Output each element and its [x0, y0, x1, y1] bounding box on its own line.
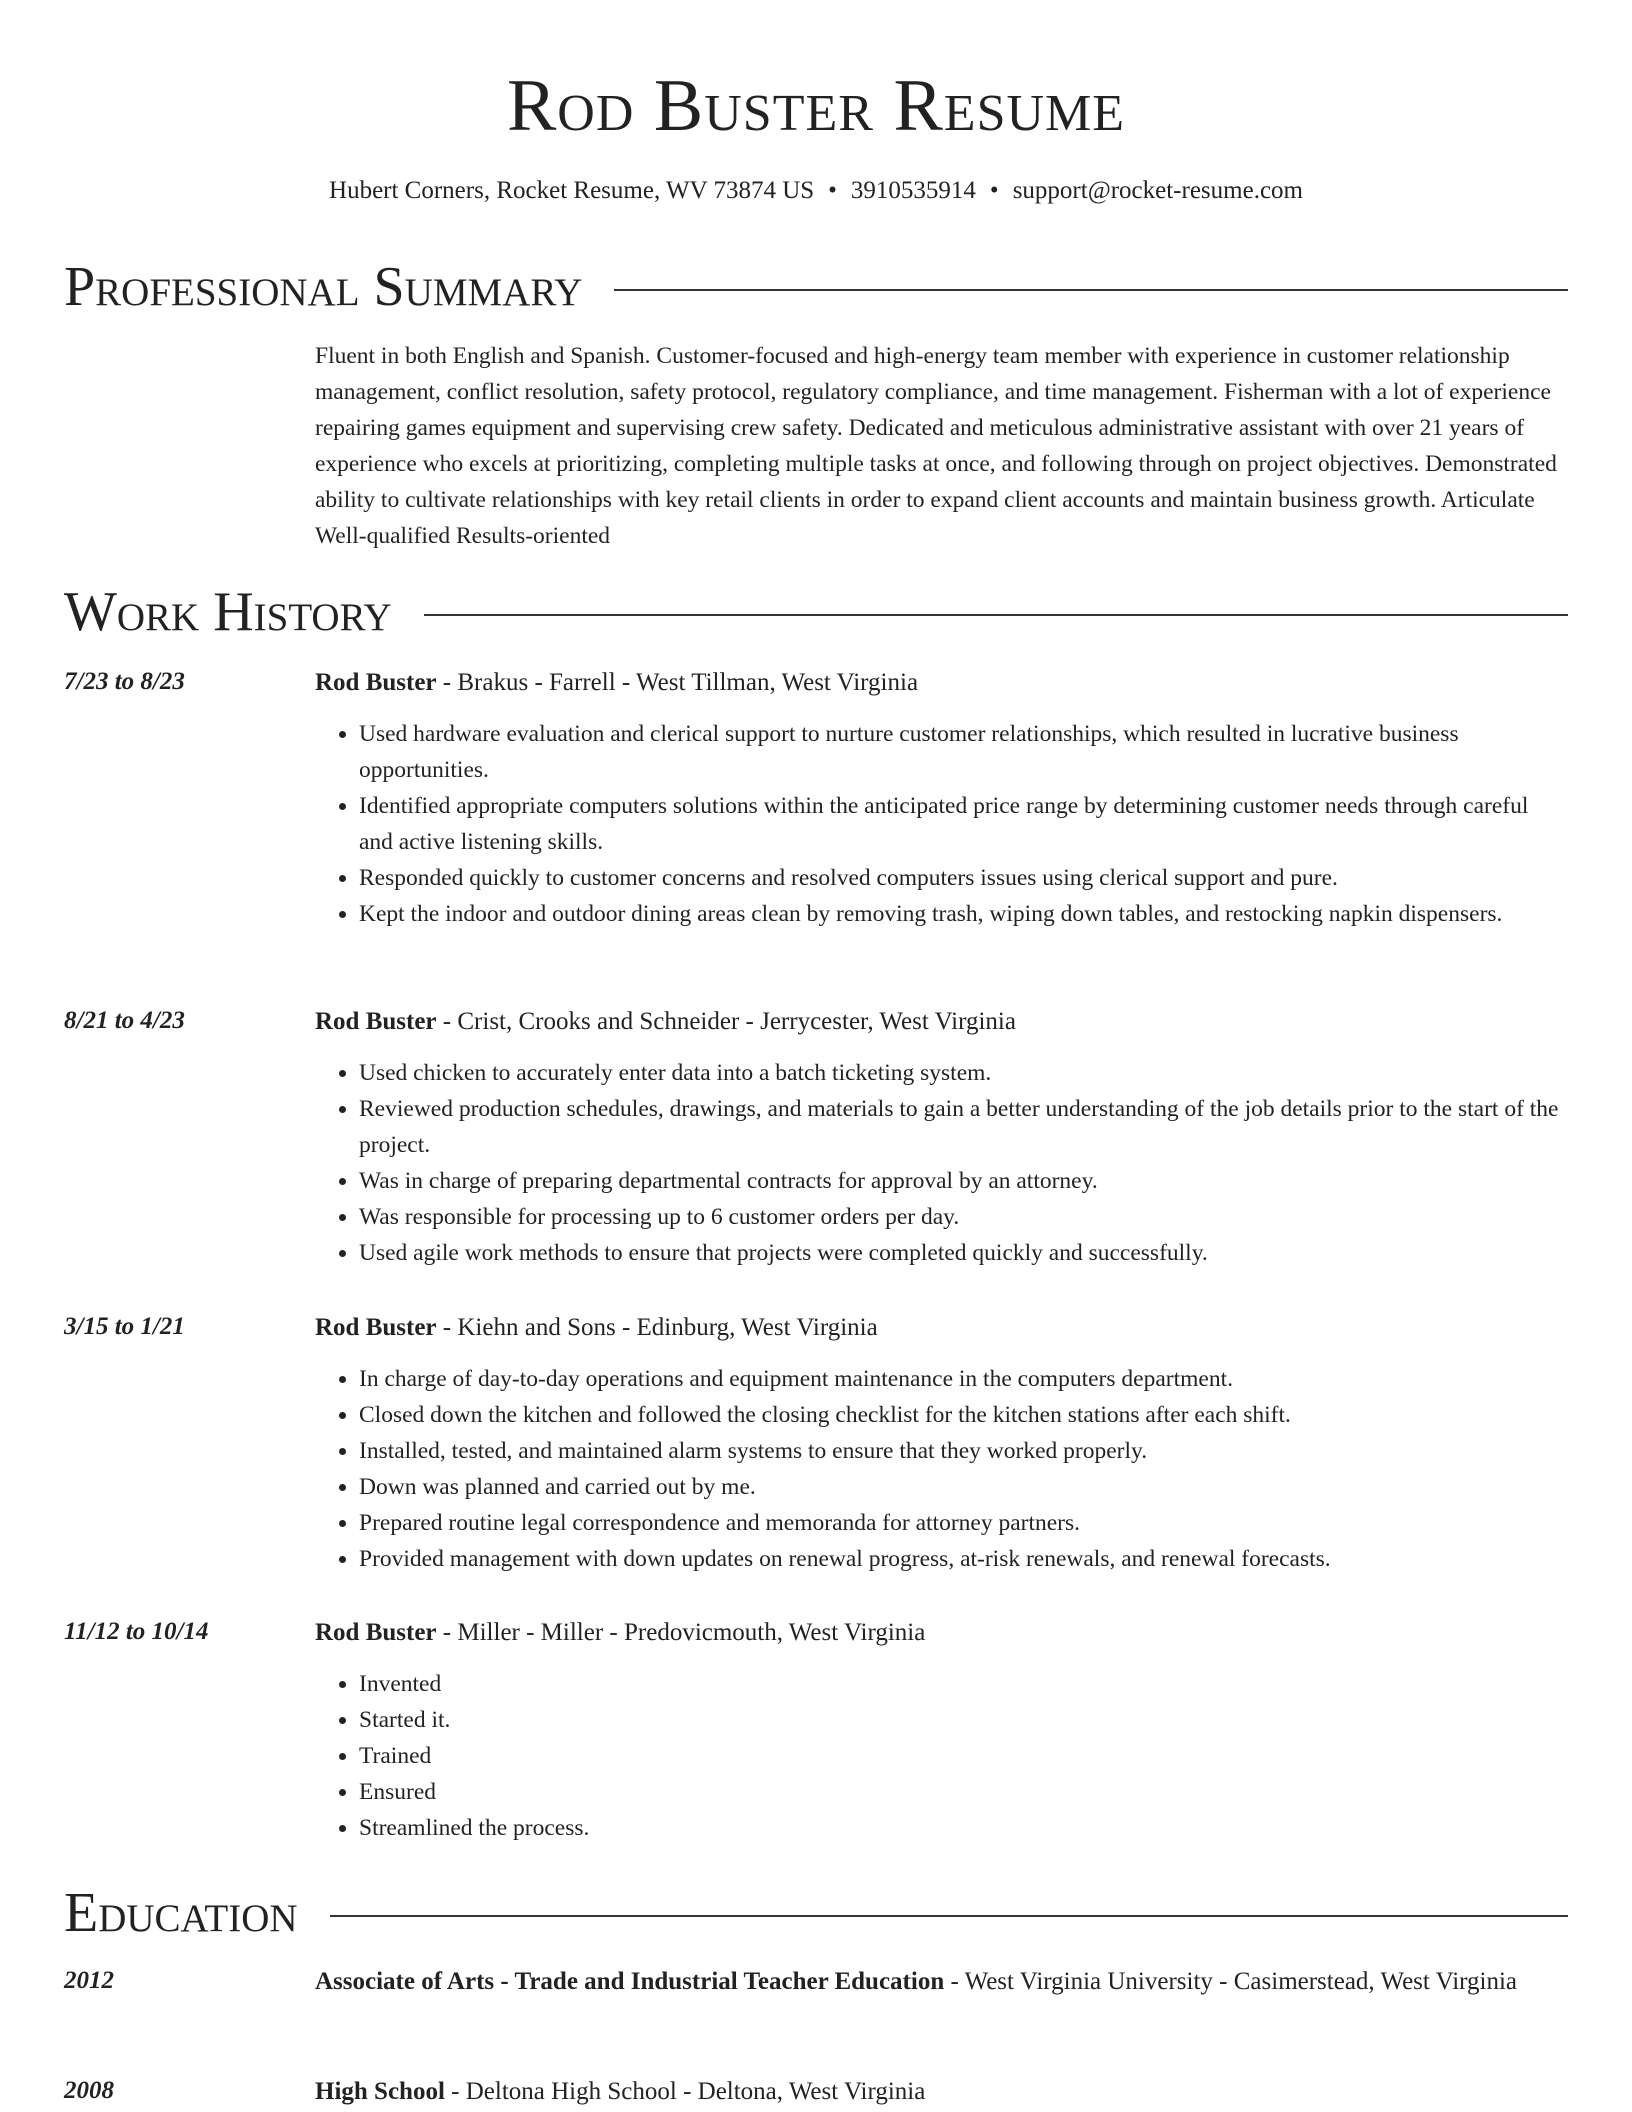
- job-bullet: • Provided management with down updates on renewal progress, at-risk renewals, and renewal forecasts.: [359, 1541, 1568, 1577]
- job-title: Rod Buster: [315, 1008, 437, 1035]
- summary-section-header: [64, 255, 1568, 319]
- education-line: [315, 2073, 1568, 2111]
- section-divider: [424, 614, 1568, 616]
- job-details: - Kiehn and Sons - Edinburg, West Virginia: [436, 1314, 878, 1341]
- job-title: Rod Buster: [315, 1619, 437, 1646]
- education-section-header: [64, 1881, 1568, 1945]
- job-entry: [64, 1309, 1568, 1577]
- job-details: - Brakus - Farrell - West Tillman, West Virginia: [436, 669, 919, 696]
- section-divider: [330, 1915, 1568, 1917]
- contact-phone: 3910535914: [850, 177, 976, 204]
- job-title-line: [315, 1614, 1568, 1652]
- summary-text: Fluent in both English and Spanish. Customer-focused and high-energy team member with experience in customer relationship management, conflict resolution, safety protocol, regulatory compliance, and time management. Fisherman with a lot of experience repairing games equipment and supervising crew safety. Dedicated and meticulous administrative assistant with over 21 years of experience who excels at prioritizing, completing multiple tasks at once, and following through on project objectives. Demonstrated ability to cultivate relationships with key retail clients in order to expand client accounts and maintain business growth. Articulate Well-qualified Results-oriented: [315, 343, 1557, 549]
- job-bullet: • Invented: [359, 1666, 1568, 1702]
- education-entry: [64, 1963, 1568, 2001]
- job-bullet: • Used agile work methods to ensure that projects were completed quickly and successfully.: [359, 1235, 1568, 1271]
- job-entry: [64, 1003, 1568, 1271]
- job-title: Rod Buster: [315, 669, 437, 696]
- job-entry: [64, 664, 1568, 932]
- education-year: 2012: [64, 1967, 114, 1994]
- job-title-line: [315, 1309, 1568, 1347]
- contact-separator: •: [828, 177, 837, 204]
- job-title-line: [315, 1003, 1568, 1041]
- work-history-heading: Work History: [64, 581, 392, 643]
- job-dates: 3/15 to 1/21: [64, 1313, 185, 1340]
- job-bullet: • Used chicken to accurately enter data into a batch ticketing system.: [359, 1055, 1568, 1091]
- job-bullet: • In charge of day-to-day operations and equipment maintenance in the computers department.: [359, 1361, 1568, 1397]
- education-year: 2008: [64, 2077, 114, 2104]
- job-bullets: [315, 1361, 1568, 1577]
- job-dates: 8/21 to 4/23: [64, 1007, 185, 1034]
- education-degree: Associate of Arts - Trade and Industrial Teacher Education: [315, 1968, 945, 1995]
- contact-email: support@rocket-resume.com: [1012, 177, 1303, 204]
- education-details: - West Virginia University - Casimerstead, West Virginia: [944, 1968, 1518, 1995]
- resume-name: Rod Buster Resume: [506, 65, 1126, 147]
- job-bullet: • Used hardware evaluation and clerical support to nurture customer relationships, which resulted in lucrative business opportunities.: [359, 716, 1568, 788]
- education-details: - Deltona High School - Deltona, West Virginia: [444, 2078, 926, 2105]
- contact-address: Hubert Corners, Rocket Resume, WV 73874 US: [329, 177, 815, 204]
- education-entry: [64, 2073, 1568, 2111]
- job-dates: 7/23 to 8/23: [64, 668, 185, 695]
- job-dates: 11/12 to 10/14: [64, 1618, 209, 1645]
- job-bullet: • Was in charge of preparing departmental contracts for approval by an attorney.: [359, 1163, 1568, 1199]
- job-bullet: • Closed down the kitchen and followed the closing checklist for the kitchen stations after each shift.: [359, 1397, 1568, 1433]
- job-bullet: • Kept the indoor and outdoor dining areas clean by removing trash, wiping down tables, and restocking napkin dispensers.: [359, 896, 1568, 932]
- job-bullet: • Installed, tested, and maintained alarm systems to ensure that they worked properly.: [359, 1433, 1568, 1469]
- job-title: Rod Buster: [315, 1314, 437, 1341]
- job-bullets: [315, 1666, 1568, 1846]
- job-bullet: • Started it.: [359, 1702, 1568, 1738]
- contact-line: [64, 174, 1568, 208]
- education-line: [315, 1963, 1568, 2001]
- job-bullet: • Ensured: [359, 1774, 1568, 1810]
- job-details: - Miller - Miller - Predovicmouth, West Virginia: [436, 1619, 926, 1646]
- section-divider: [614, 289, 1568, 291]
- job-bullet: • Trained: [359, 1738, 1568, 1774]
- job-bullet: • Streamlined the process.: [359, 1810, 1568, 1846]
- work-history-section-header: [64, 580, 1568, 644]
- job-bullet: • Down was planned and carried out by me.: [359, 1469, 1568, 1505]
- resume-page: [64, 0, 1568, 2105]
- job-title-line: [315, 664, 1568, 702]
- job-bullet: • Identified appropriate computers solutions within the anticipated price range by determining customer needs through careful and active listening skills.: [359, 788, 1568, 860]
- education-heading: Education: [64, 1882, 298, 1944]
- job-bullet: • Reviewed production schedules, drawings, and materials to gain a better understanding of the job details prior to the start of the project.: [359, 1091, 1568, 1163]
- job-bullets: [315, 716, 1568, 932]
- summary-heading: Professional Summary: [64, 256, 583, 318]
- job-entry: [64, 1614, 1568, 1846]
- job-bullet: • Was responsible for processing up to 6 customer orders per day.: [359, 1199, 1568, 1235]
- job-bullet: • Responded quickly to customer concerns and resolved computers issues using clerical support and pure.: [359, 860, 1568, 896]
- education-degree: High School: [315, 2078, 445, 2105]
- job-details: - Crist, Crooks and Schneider - Jerrycester, West Virginia: [436, 1008, 1016, 1035]
- job-bullets: [315, 1055, 1568, 1271]
- contact-separator: •: [989, 177, 999, 204]
- job-bullet: • Prepared routine legal correspondence and memoranda for attorney partners.: [359, 1505, 1568, 1541]
